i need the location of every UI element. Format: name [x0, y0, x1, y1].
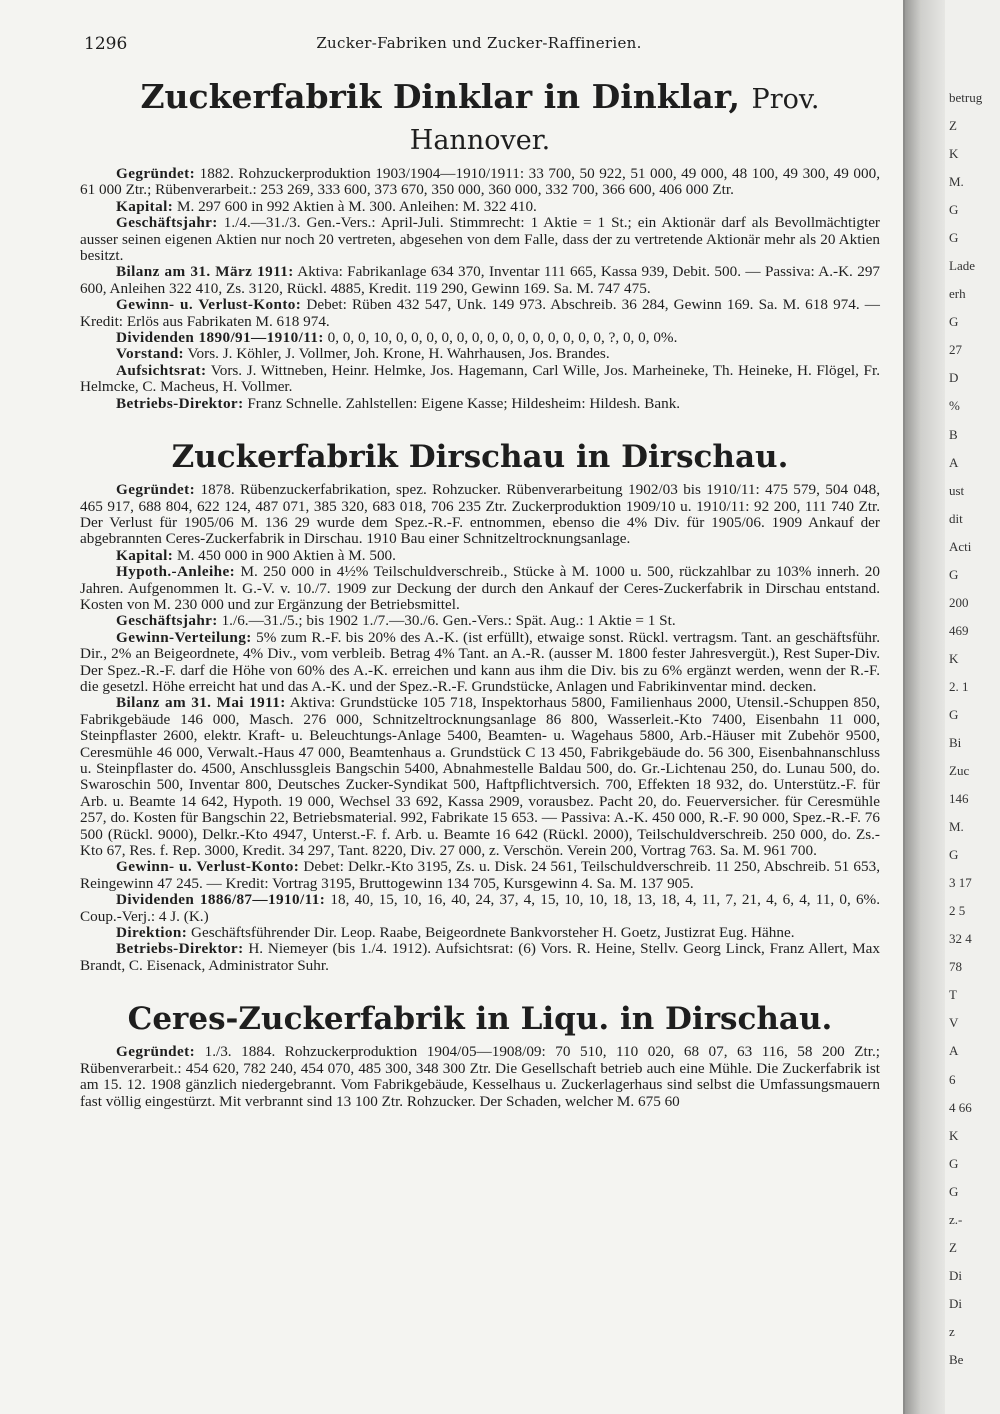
- adjacent-page-fragment: erh: [949, 286, 966, 301]
- entry-founded: [80, 1044, 880, 1110]
- entry-mortgage-bond: [80, 564, 880, 613]
- company-name: Ceres-Zuckerfabrik in Liqu. in Dirschau.: [127, 1001, 833, 1038]
- entry-label: Betriebs-Direktor:: [116, 940, 244, 958]
- entry-label: Gewinn-Verteilung:: [116, 628, 252, 646]
- entry-text: Debet: Rüben 432 547, Unk. 149 973. Abschreib. 36 284, Gewinn 169. Sa. M. 618 974. — Kredit: Erlös aus Fabrikaten M. 618 974.: [80, 296, 880, 330]
- entry-capital: [80, 548, 880, 564]
- adjacent-page-fragment: Lade: [949, 258, 975, 273]
- entry-balance: [80, 264, 880, 297]
- entry-profit-distribution: [80, 630, 880, 696]
- adjacent-page-fragment: G: [949, 314, 959, 329]
- entry-label: Direktion:: [116, 924, 188, 942]
- entry-label: Gewinn- u. Verlust-Konto:: [116, 858, 300, 876]
- adjacent-page-fragment: ust: [949, 483, 965, 498]
- entry-label: Betriebs-Direktor:: [116, 394, 244, 412]
- adjacent-page-fragment: 4 66: [949, 1100, 972, 1115]
- entry-text: Vors. J. Wittneben, Heinr. Helmke, Jos. Hagemann, Carl Wille, Jos. Marheineke, Th. Heineke, H. Flögel, Fr. Helmcke, C. Macheus, H. Vollmer.: [80, 361, 880, 396]
- adjacent-page-fragment: A: [949, 1043, 959, 1058]
- entry-label: Gegründet:: [116, 165, 196, 182]
- entry-text: 1./4.—31./3. Gen.-Vers.: April-Juli. Stimmrecht: 1 Aktie = 1 St.; ein Aktionär darf als Bevollmächtigter ausser seinen eigenen Aktien nur noch 20 vertreten, abgesehen von dem Falle, dass der zu vertretende Aktionär mehr als 20 Aktien besitzt.: [80, 214, 880, 265]
- adjacent-page-fragment: G: [949, 202, 959, 217]
- entry-dividends: [80, 330, 880, 346]
- entry-director: [80, 396, 880, 412]
- adjacent-page-fragment: 6: [949, 1072, 956, 1087]
- entry-text: Aktiva: Fabrikanlage 634 370, Inventar 111 665, Kassa 939, Debit. 500. — Passiva: A.-K. 297 600, Anleihen 322 410, Zs. 3120, Rückl. 4885, Kredit. 119 290, Gewinn 169. Sa. M. 747 475.: [80, 263, 881, 297]
- entry-text: Franz Schnelle. Zahlstellen: Eigene Kasse; Hildesheim: Hildesh. Bank.: [243, 394, 681, 412]
- adjacent-page-fragment: 3 17: [949, 875, 972, 890]
- entry-text: 18, 40, 15, 10, 16, 40, 24, 37, 4, 15, 10, 10, 18, 13, 18, 4, 11, 7, 21, 4, 6, 4, 11, 0, 6%. Coup.-Verj.: 4 J. (K.): [80, 891, 880, 925]
- adjacent-page-fragment: 200: [949, 595, 969, 610]
- adjacent-page-fragment: B: [949, 427, 958, 442]
- entry-text: M. 450 000 in 900 Aktien à M. 500.: [173, 546, 396, 564]
- entry-label: Kapital:: [116, 197, 174, 215]
- entry-label: Gewinn- u. Verlust-Konto:: [116, 296, 302, 314]
- entry-text: H. Niemeyer (bis 1./4. 1912). Aufsichtsrat: (6) Vors. R. Heine, Stellv. Georg Linck, Franz Allert, Max Brandt, C. Eisenack, Administrator Suhr.: [80, 940, 880, 974]
- entry-text: 1./6.—31./5.; bis 1902 1./7.—30./6. Gen.-Vers.: Spät. Aug.: 1 Aktie = 1 St.: [217, 612, 676, 630]
- entry-label: Gegründet:: [116, 1043, 196, 1061]
- adjacent-page-fragment: 2 5: [949, 903, 966, 918]
- adjacent-page-fragment: 32 4: [949, 931, 972, 946]
- entry-text: Aktiva: Grundstücke 105 718, Inspektorhaus 5800, Familienhaus 2000, Utensil.-Schuppen 850, Fabrikgebäude 146 000, Masch. 276 000, Schnitzeltrocknungsanlage 86 800, Wasserleit.-Kto 7400, Eisenbahn 11 000, Steinpflaster 2600, elektr. Kraft- u. Beleuchtungs-Anlage 5400, Beamten- u. Wagehaus 5800, Arb.-Häuser mit Zubehör 9500, Ceresmühle 46 000, Verwalt.-Haus 47 000, Beamtenhaus a. Grundstück C 13 450, Fabrikgebäude do. 56 300, Eisenbahnanschluss u. Steinpflaster do. 4500, Anschlussgleis Bangschin 5400, Abnahmestelle Baldau 500, do. Gr.-Lichtenau 250, do. Lunau 500, do. Swaroschin 500, Inventar 800, Deutsches Zucker-Syndikat 500, Haftpflichtversich. 700, Effekten 18 932, do. Unterstütz.-F. für Arb. u. Beamte 14 642, Hypoth. 19 000, Wechsel 33 692, Kassa 2909, vorausbez. Pacht 20, do. Feuerversicher. für Ceresmühle 257, do. Kosten für Bangschin 22, Betriebsmaterial. 992, Fabrikate 15 653. — Passiva: A.-K. 450 000, R.-F. 90 000, Spez.-R.-F. 76 500 (Rückl. 9000), Delkr.-Kto 4947, Unterst.-F. f. Arb. u. Beamte 16 642 (Rückl. 2000), Teilschuldverschreib. 250 000, do. Zs.-Kto 67, Res. f. Rep. 3000, Kredit. 34 297, Tant. 8220, Div. 27 000, z. Verschön. Verein 200, Vortrag 763. Sa. M. 961 700.: [80, 694, 880, 860]
- entry-founded: [80, 166, 880, 199]
- entry-text: Vors. J. Köhler, J. Vollmer, Joh. Krone, H. Wahrhausen, Jos. Brandes.: [184, 345, 610, 363]
- entry-profit-loss: [80, 859, 880, 892]
- adjacent-page-fragment: Z: [949, 1240, 957, 1255]
- page-number: 1296: [84, 34, 128, 54]
- entry-text: 5% zum R.-F. bis 20% des A.-K. (ist erfüllt), etwaige sonst. Rückl. vertragsm. Tant. an geschäftsführ. Dir., 2% an Beigeordnete, 4% Div., vom verbleib. Betrag 4% Tant. an A.-R. (ausser M. 1800 fester Jahresvergüt.), Rest Super-Div. Der Spez.-R.-F. darf die Höhe von 60% des A.-K. erreichen und kann aus ihm die Div. bis zu 6% ergänzt werden, wenn der R.-F. die gesetzl. Höhe erreicht hat und das A.-K. und der Spez.-R.-F. Grundstücke, Anlagen und Fabrikinventar mind. decken.: [80, 628, 880, 695]
- adjacent-page-fragment: G: [949, 230, 959, 245]
- entry-fiscal-year: [80, 613, 880, 629]
- adjacent-page-fragment: G: [949, 1156, 959, 1171]
- company-title-dinklar: [80, 78, 880, 160]
- adjacent-page-fragment: 469: [949, 623, 969, 638]
- adjacent-page-fragment: A: [949, 455, 959, 470]
- entry-text: M. 297 600 in 992 Aktien à M. 300. Anleihen: M. 322 410.: [173, 197, 537, 215]
- adjacent-page-fragment: V: [949, 1015, 959, 1030]
- entry-label: Bilanz am 31. März 1911:: [116, 263, 294, 281]
- adjacent-page-edge: [945, 0, 1000, 1414]
- page-content: [80, 62, 880, 1110]
- entry-balance: [80, 695, 880, 859]
- adjacent-page-fragment: K: [949, 146, 959, 161]
- entry-text: Debet: Delkr.-Kto 3195, Zs. u. Disk. 24 561, Teilschuldverschreib. 11 250, Abschreib. 51 653, Reingewinn 47 245. — Kredit: Vortrag 3195, Bruttogewinn 134 705, Kursgewinn 4. Sa. M. 137 905.: [80, 858, 880, 892]
- adjacent-page-fragment: M.: [949, 819, 964, 834]
- adjacent-page-fragment: Be: [949, 1352, 964, 1367]
- adjacent-page-fragment: K: [949, 1128, 959, 1143]
- entry-label: Dividenden 1886/87—1910/11:: [116, 891, 326, 909]
- company-title-ceres: [80, 1000, 880, 1038]
- entry-label: Bilanz am 31. Mai 1911:: [116, 694, 286, 712]
- entry-capital: [80, 199, 880, 215]
- company-name: Zuckerfabrik Dinklar in Dinklar,: [140, 77, 741, 116]
- adjacent-page-fragment: dit: [949, 511, 963, 526]
- adjacent-page-fragment: 146: [949, 791, 969, 806]
- entry-text: 0, 0, 0, 10, 0, 0, 0, 0, 0, 0, 0, 0, 0, 0, 0, 0, 0, 0, ?, 0, 0, 0%.: [323, 329, 678, 347]
- entry-text: 1882. Rohzuckerproduktion 1903/1904—1910/1911: 33 700, 50 922, 51 000, 49 000, 48 100, 49 300, 49 000, 61 000 Ztr.; Rübenverarbeit.: 253 269, 333 600, 373 670, 350 000, 360 000, 332 700, 366 600, 406 000 Ztr.: [80, 165, 880, 199]
- adjacent-page-fragment: 78: [949, 959, 962, 974]
- adjacent-page-fragment: Z: [949, 118, 957, 133]
- entry-director: [80, 941, 880, 974]
- adjacent-page-fragment: z.-: [949, 1212, 963, 1227]
- adjacent-page-fragment: G: [949, 707, 959, 722]
- entry-text: M. 250 000 in 4½% Teilschuldverschreib., Stücke à M. 1000 u. 500, rückzahlbar zu 103% innerh. 20 Jahren. Aufgenommen lt. G.-V. v. 10./7. 1909 zur Deckung der durch den Ankauf der Ceres-Zuckerfabrik in Dirschau entstand. Kosten von M. 230 000 und zur Ergänzung der Betriebsmittel.: [80, 563, 880, 613]
- adjacent-page-fragment: M.: [949, 174, 964, 189]
- entry-text: 1./3. 1884. Rohzuckerproduktion 1904/05—1908/09: 70 510, 110 020, 68 07, 63 116, 58 200 Ztr.; Rübenverarbeit.: 454 620, 782 240, 454 070, 485 300, 348 300 Ztr. Die Gesellschaft betrieb auch eine Mühle. Die Zuckerfabrik ist am 15. 12. 1908 gänzlich niedergebrannt. Vom Fabrikgebäude, Kesselhaus u. Zuckerlagerhaus sind selbst die Umfassungsmauern fast völlig eingestürzt. Mit verbrannt sind 13 100 Ztr. Rohzucker. Der Schaden, welcher M. 675 60: [80, 1043, 880, 1110]
- running-head: [84, 34, 874, 58]
- entry-text: 1878. Rübenzuckerfabrikation, spez. Rohzucker. Rübenverarbeitung 1902/03 bis 1910/11: 475 579, 504 048, 465 917, 688 804, 622 124, 487 071, 385 320, 683 018, 706 235 Ztr. Zuckerproduktion 1909/10 u. 1910/11: 92 200, 111 740 Ztr. Der Verlust für 1905/06 M. 136 29 wurde dem Spez.-R.-F. entnommen, ebenso die 4% Div. für 1905/06. 1909 Ankauf der abgebrannten Ceres-Zuckerfabrik in Dirschau. 1910 Bau einer Schnitzeltrocknungsanlage.: [80, 481, 880, 548]
- book-gutter: [905, 0, 945, 1414]
- entry-profit-loss: [80, 297, 880, 330]
- entry-label: Hypoth.-Anleihe:: [116, 563, 236, 581]
- company-title-dirschau: [80, 438, 880, 476]
- adjacent-page-fragment: Acti: [949, 539, 972, 554]
- adjacent-page-fragment: G: [949, 847, 959, 862]
- adjacent-page-fragment: Di: [949, 1296, 962, 1311]
- entry-label: Geschäftsjahr:: [116, 214, 218, 232]
- entry-founded: [80, 482, 880, 548]
- entry-board: [80, 346, 880, 362]
- entry-text: Geschäftsführender Dir. Leop. Raabe, Beigeordnete Bankvorsteher H. Goetz, Justizrat Eug. Hähne.: [187, 924, 795, 942]
- company-name: Zuckerfabrik Dirschau in Dirschau.: [171, 439, 789, 476]
- adjacent-page-fragment: D: [949, 370, 959, 385]
- adjacent-page-fragment: K: [949, 651, 959, 666]
- adjacent-page-fragment: Zuc: [949, 763, 970, 778]
- entry-label: Aufsichtsrat:: [116, 361, 207, 379]
- entry-label: Vorstand:: [116, 345, 185, 363]
- entry-supervisory-board: [80, 363, 880, 396]
- entry-directorate: [80, 925, 880, 941]
- adjacent-page-fragment: 27: [949, 342, 962, 357]
- adjacent-page-fragment: G: [949, 1184, 959, 1199]
- company-place: Prov. Hannover.: [409, 84, 820, 156]
- entry-fiscal-year: [80, 215, 880, 264]
- entry-label: Geschäftsjahr:: [116, 612, 218, 630]
- adjacent-page-fragment: Di: [949, 1268, 962, 1283]
- entry-label: Dividenden 1890/91—1910/11:: [116, 329, 324, 347]
- adjacent-page-fragment: 2. 1: [949, 679, 969, 694]
- entry-label: Gegründet:: [116, 481, 196, 499]
- adjacent-page-fragment: z: [949, 1324, 955, 1339]
- adjacent-page-fragment: G: [949, 567, 959, 582]
- entry-label: Kapital:: [116, 546, 174, 564]
- adjacent-page-fragment: T: [949, 987, 957, 1002]
- adjacent-page-fragment: Bi: [949, 735, 962, 750]
- adjacent-page-fragment: %: [949, 398, 960, 413]
- running-title: Zucker-Fabriken und Zucker-Raffinerien.: [316, 34, 642, 52]
- entry-dividends: [80, 892, 880, 925]
- adjacent-page-fragment: betrug: [949, 90, 983, 105]
